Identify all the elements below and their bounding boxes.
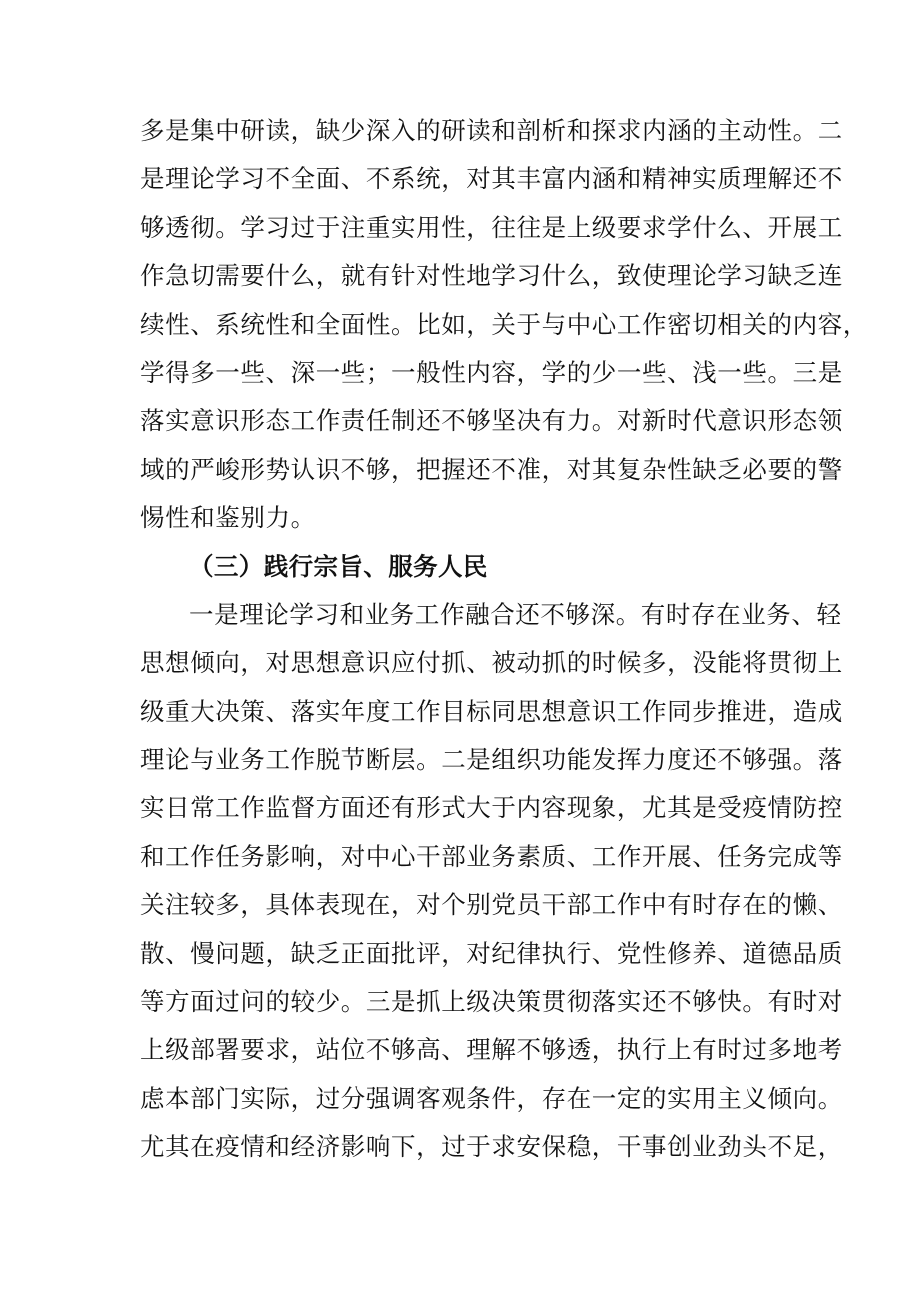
paragraph-line: 落实意识形态工作责任制还不够坚决有力。对新时代意识形态领 bbox=[140, 406, 843, 436]
paragraph-line: 是理论学习不全面、不系统，对其丰富内涵和精神实质理解还不 bbox=[140, 164, 843, 194]
section-heading: （三）践行宗旨、服务人民 bbox=[189, 551, 488, 581]
paragraph-line: 一是理论学习和业务工作融合还不够深。有时存在业务、轻 bbox=[189, 599, 842, 629]
paragraph-line: 实日常工作监督方面还有形式大于内容现象，尤其是受疫情防控 bbox=[140, 793, 843, 823]
paragraph-line: 和工作任务影响，对中心干部业务素质、工作开展、任务完成等 bbox=[140, 841, 843, 871]
paragraph-line: 尤其在疫情和经济影响下，过于求安保稳，干事创业劲头不足， bbox=[140, 1132, 843, 1162]
paragraph-line: 够透彻。学习过于注重实用性，往往是上级要求学什么、开展工 bbox=[140, 212, 843, 242]
paragraph-line: 学得多一些、深一些；一般性内容，学的少一些、浅一些。三是 bbox=[140, 357, 843, 387]
paragraph-line: 理论与业务工作脱节断层。二是组织功能发挥力度还不够强。落 bbox=[140, 745, 843, 775]
paragraph-line: 关注较多，具体表现在，对个别党员干部工作中有时存在的懒、 bbox=[140, 890, 843, 920]
paragraph-line: 虑本部门实际，过分强调客观条件，存在一定的实用主义倾向。 bbox=[140, 1083, 843, 1113]
paragraph-line: 续性、系统性和全面性。比如，关于与中心工作密切相关的内容， bbox=[140, 309, 868, 339]
paragraph-line: 域的严峻形势认识不够，把握还不准，对其复杂性缺乏必要的警 bbox=[140, 454, 843, 484]
paragraph-line: 级重大决策、落实年度工作目标同思想意识工作同步推进，造成 bbox=[140, 696, 843, 726]
paragraph-line: 等方面过问的较少。三是抓上级决策贯彻落实还不够快。有时对 bbox=[140, 987, 843, 1017]
paragraph-line: 惕性和鉴别力。 bbox=[140, 503, 316, 533]
paragraph-line: 作急切需要什么，就有针对性地学习什么，致使理论学习缺乏连 bbox=[140, 261, 843, 291]
paragraph-line: 思想倾向，对思想意识应付抓、被动抓的时候多，没能将贯彻上 bbox=[140, 648, 843, 678]
paragraph-line: 散、慢问题，缺乏正面批评，对纪律执行、党性修养、道德品质 bbox=[140, 938, 843, 968]
paragraph-line: 多是集中研读，缺少深入的研读和剖析和探求内涵的主动性。二 bbox=[140, 116, 843, 145]
document-body bbox=[140, 107, 868, 1172]
paragraph-line: 上级部署要求，站位不够高、理解不够透，执行上有时过多地考 bbox=[140, 1035, 843, 1065]
